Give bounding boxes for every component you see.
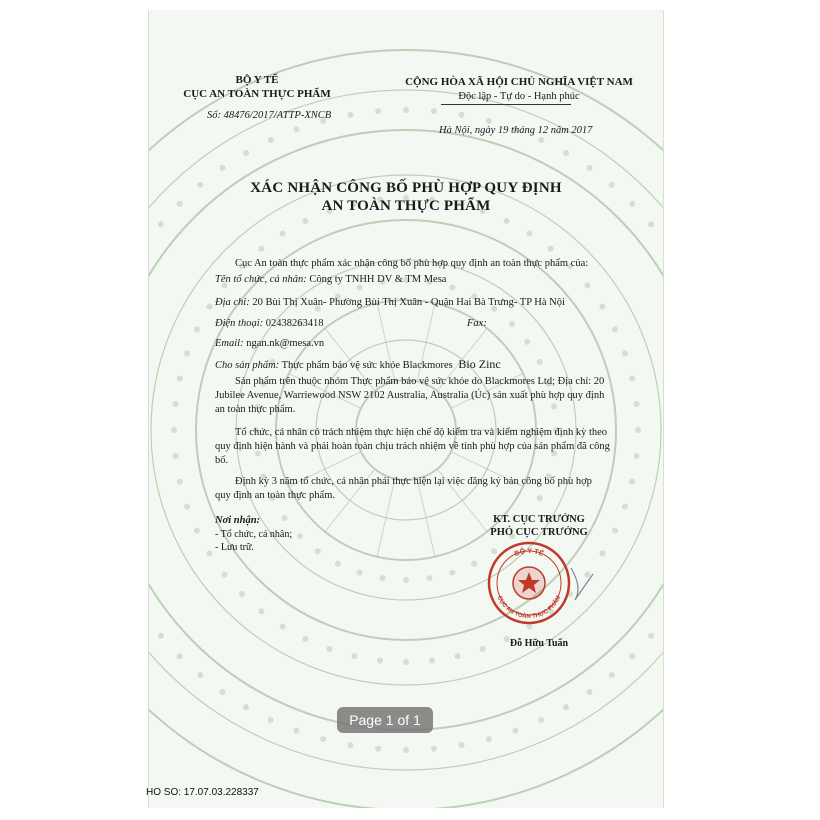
pattern-dot [158,221,164,227]
page-indicator: Page 1 of 1 [337,707,433,733]
pattern-dot [297,533,303,539]
pattern-dot [612,326,618,332]
intro-text: Cục An toàn thực phẩm xác nhận công bố phù hợp quy định an toàn thực phẩm của: [235,258,589,269]
pattern-dot [648,221,654,227]
pattern-dot [459,742,465,748]
pattern-dot [172,453,178,459]
pattern-dot [326,646,332,652]
pattern-dot [302,636,308,642]
republic-heading: CỘNG HÒA XÃ HỘI CHỦ NGHĨA VIỆT NAM [405,76,633,88]
pattern-dot [268,717,274,723]
fax-label: Fax: [467,318,487,329]
document-number: Số: 48476/2017/ATTP-XNCB [207,110,332,121]
seal-top-text: BỘ Y TẾ [513,547,545,558]
pattern-dot [599,304,605,310]
pattern-dot [194,528,200,534]
pattern-dot [634,453,640,459]
pattern-dot [258,246,264,252]
pattern-dot [629,479,635,485]
pattern-dot [584,282,590,288]
para2-line2: quy định hiện hành và phải hoàn toàn chịu trách nhiệm về tính phù hợp của sản phẩm đã công [215,441,610,452]
pattern-dot [431,746,437,752]
pattern-dot [239,591,245,597]
pattern-ray [417,479,435,557]
pattern-dot [587,165,593,171]
pattern-dot [429,658,435,664]
recipients-label: Nơi nhận: [215,515,261,526]
pattern-dot [538,717,544,723]
org-label: Tên tổ chức, cá nhân: [215,274,307,285]
pattern-dot [622,350,628,356]
pattern-dot [375,746,381,752]
signature-title-line1: KT. CỤC TRƯỞNG [493,514,585,525]
pattern-dot [548,246,554,252]
pattern-dot [634,401,640,407]
pattern-dot [537,495,543,501]
dossier-number: HO SO: 17.07.03.228337 [146,787,259,798]
pattern-dot [635,427,641,433]
certificate-document [148,10,664,808]
pattern-dot [219,689,225,695]
pattern-dot [320,736,326,742]
para1-line2: Jubilee Avenue, Warriewood NSW 2102 Australia, Australia (Úc) sản xuất phù hợp quy định [215,390,605,401]
signature-title-line2: PHÓ CỤC TRƯỞNG [490,527,588,538]
pattern-dot [347,742,353,748]
org-line [215,274,446,285]
pattern-dot [538,137,544,143]
pattern-dot [172,401,178,407]
phone-label: Điện thoại: [215,318,264,329]
pattern-ray [377,479,395,557]
pattern-dot [486,118,492,124]
pattern-dot [612,528,618,534]
pattern-dot [459,112,465,118]
product-label: Cho sản phẩm: [215,360,280,371]
pattern-dot [551,404,557,410]
pattern-dot [587,689,593,695]
pattern-dot [380,575,386,581]
pattern-dot [512,728,518,734]
phone-value: 02438263418 [265,318,324,329]
pattern-dot [524,339,530,345]
pattern-dot [351,653,357,659]
pattern-dot [509,321,515,327]
pattern-dot [282,515,288,521]
pattern-dot [222,572,228,578]
pattern-dot [426,575,432,581]
para2-line1: Tổ chức, cá nhân có trách nhiệm thực hiện chế độ kiểm tra và kiểm nghiệm định kỳ theo [235,427,608,438]
pattern-dot [449,570,455,576]
product-line [215,357,501,372]
pattern-dot [357,570,363,576]
agency-name-line2: CỤC AN TOÀN THỰC PHẨM [183,88,331,100]
recipient-item: - Tổ chức, cá nhân; [215,529,293,540]
pattern-dot [431,108,437,114]
pattern-dot [403,659,409,665]
handwritten-signature [571,568,593,600]
address-value: 20 Bùi Thị Xuân- Phường Bùi Thị Xuân - Quận Hai Bà Trưng- TP Hà Nội [252,297,565,308]
pattern-dot [629,653,635,659]
para1-line3: an toàn thực phẩm. [215,404,296,415]
pattern-dot [449,284,455,290]
pattern-dot [258,608,264,614]
pattern-dot [280,231,286,237]
para1-line1: Sản phẩm trên thuộc nhóm Thực phẩm bảo vệ sức khỏe do Blackmores Ltd; Địa chỉ: 20 [235,376,605,387]
pattern-dot [158,633,164,639]
motto-underline [441,104,571,105]
para3-line2: quy định an toàn thực phẩm. [215,490,336,501]
pattern-dot [486,736,492,742]
pattern-dot [403,747,409,753]
document-title-line2: AN TOÀN THỰC PHẨM [321,198,491,214]
para2-line3: bố. [215,455,229,466]
product-value: Thực phẩm bảo vệ sức khỏe Blackmores [281,360,453,371]
national-motto: Độc lập - Tự do - Hạnh phúc [458,91,580,102]
svg-text:BỘ Y TẾ [514,546,546,558]
pattern-dot [194,326,200,332]
para3-line1: Định kỳ 3 năm tổ chức, cá nhân phải thực hiện lại việc đăng ký bản công bố phù hợp [235,476,592,487]
pattern-dot [243,704,249,710]
seal-bottom-text: CỤC AN TOÀN THỰC PHẨM [495,595,563,621]
address-label: Địa chỉ: [215,297,250,308]
pattern-dot [455,653,461,659]
pattern-dot [357,284,363,290]
org-value: Công ty TNHH DV & TM Mesa [309,274,447,285]
pattern-dot [648,633,654,639]
pattern-dot [563,150,569,156]
email-value: ngan.nk@mesa.vn [246,338,325,349]
signer-name: Đỗ Hữu Tuấn [509,638,569,649]
pattern-dot [177,375,183,381]
pattern-dot [207,550,213,556]
pattern-dot [177,479,183,485]
pattern-dot [184,350,190,356]
pattern-dot [268,137,274,143]
pattern-dot [563,704,569,710]
pattern-dot [184,504,190,510]
pattern-dot [526,231,532,237]
address-line [215,297,565,308]
pattern-dot [207,304,213,310]
pattern-dot [375,108,381,114]
official-seal [485,538,605,628]
pattern-dot [294,126,300,132]
product-suffix: Bio Zinc [458,357,501,371]
document-title-line1: XÁC NHẬN CÔNG BỐ PHÙ HỢP QUY ĐỊNH [250,180,562,196]
pattern-dot [302,218,308,224]
pattern-dot [377,658,383,664]
pattern-dot [622,504,628,510]
pattern-dot [219,165,225,171]
pattern-dot [347,112,353,118]
pattern-dot [280,623,286,629]
place-date: Hà Nội, ngày 19 tháng 12 năm 2017 [439,125,593,136]
pattern-dot [294,728,300,734]
pattern-dot [197,672,203,678]
pattern-dot [403,107,409,113]
pattern-dot [629,375,635,381]
pattern-dot [243,150,249,156]
email-label: Email: [215,338,244,349]
email-line [215,338,324,349]
phone-line [215,318,324,329]
pattern-dot [471,561,477,567]
agency-name-line1: BỘ Y TẾ [235,74,279,86]
pattern-dot [609,672,615,678]
pattern-dot [403,577,409,583]
pattern-dot [335,561,341,567]
pattern-dot [171,427,177,433]
pattern-dot [504,218,510,224]
pattern-dot [537,359,543,365]
recipient-item: - Lưu trữ. [215,542,254,553]
pattern-dot [177,653,183,659]
pattern-dot [315,548,321,554]
